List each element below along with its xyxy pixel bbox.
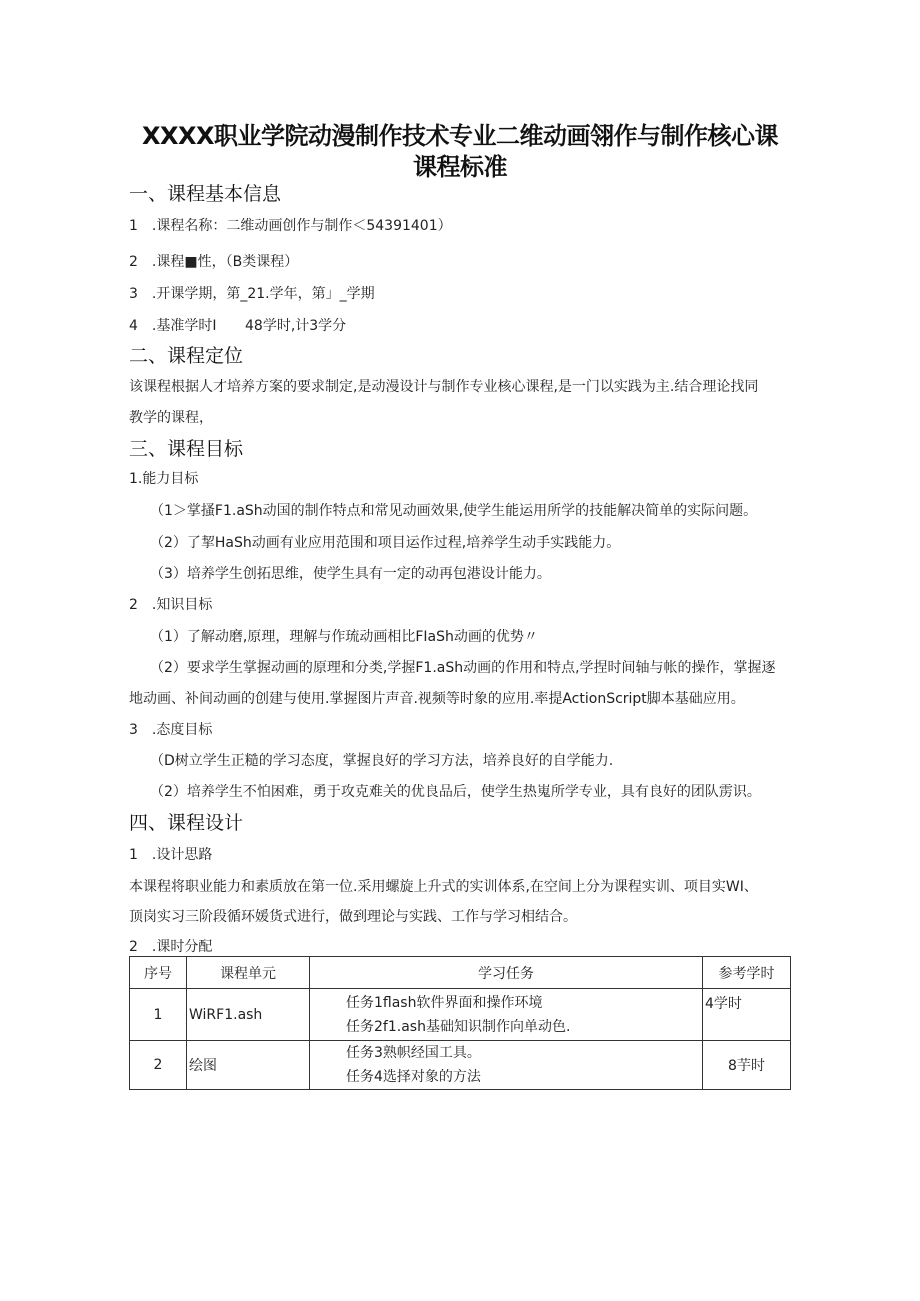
section-heading-design: 四、课程设计 bbox=[129, 812, 244, 834]
section-heading-objectives: 三、课程目标 bbox=[129, 438, 244, 460]
header-cell-number: 序号 bbox=[130, 957, 187, 989]
course-hours-value: 48学时,计3学分 bbox=[245, 318, 347, 334]
course-type-item: 2 .课程■性，（B类课程） bbox=[129, 254, 299, 270]
course-name-item: 1 .课程名称：二维动画创作与制作＜54391401） bbox=[129, 218, 452, 234]
knowledge-objective-2-line-2: 地动画、补间动画的创建与使用.掌握图片声音.视频等时象的应用.率提ActionScript脚本基础应用。 bbox=[129, 691, 745, 707]
hours-allocation-subheading: 2 .课时分配 bbox=[129, 939, 213, 955]
row-hours: 4学时 bbox=[703, 989, 791, 1041]
positioning-paragraph-line-1: 该课程根据人才培养方案的要求制定,是动漫设计与制作专业核心课程,是一门以实践为主.结合理论找同 bbox=[129, 379, 759, 395]
knowledge-objectives-subheading: 2 .知识目标 bbox=[129, 597, 213, 613]
header-cell-tasks: 学习任务 bbox=[310, 957, 703, 989]
course-hours-label: 4 .基准学时I bbox=[129, 318, 217, 334]
task-item: 任务2f1.ash基础知识制作向单动色. bbox=[346, 1018, 571, 1035]
section-heading-positioning: 二、课程定位 bbox=[129, 345, 244, 367]
knowledge-objective-2-line-1: （2）要求学生掌握动画的原理和分类,学握F1.aSh动画的作用和特点,学捏时间轴与帐的操作，掌握逐 bbox=[150, 660, 776, 676]
task-item: 任务4选择对象的方法 bbox=[346, 1069, 481, 1085]
ability-objectives-subheading: 1.能力目标 bbox=[129, 471, 199, 487]
design-approach-subheading: 1 .设计思路 bbox=[129, 847, 213, 863]
attitude-objective-2: （2）培养学生不怕困难，勇于攻克难关的优良品后，使学生热嵬所学专业，具有良好的团队雳识。 bbox=[150, 784, 761, 800]
attitude-objective-1: （D树立学生正糙的学习态度，掌握良好的学习方法，培养良好的自学能力. bbox=[150, 753, 614, 769]
row-hours: 8芋时 bbox=[703, 1041, 791, 1090]
header-cell-hours: 参考学时 bbox=[703, 957, 791, 989]
attitude-objectives-subheading: 3 .态度目标 bbox=[129, 722, 213, 738]
row-number: 2 bbox=[130, 1041, 187, 1090]
ability-objective-1: （1＞掌搔F1.aSh动国的制作特点和常见动画效果,使学生能运用所学的技能解决简单的实际问题。 bbox=[150, 503, 758, 519]
design-paragraph-line-1: 本课程将职业能力和素质放在第一位.采用螺旋上升式的实训体系,在空间上分为课程实训、项目实WI、 bbox=[129, 879, 758, 895]
row-unit: 绘图 bbox=[187, 1041, 310, 1090]
section-heading-basic-info: 一、课程基本信息 bbox=[129, 183, 282, 205]
task-item: 任务1flash软件界面和操作环境 bbox=[346, 994, 543, 1011]
document-title-line-2: 课程标准 bbox=[413, 153, 507, 181]
row-tasks bbox=[310, 989, 703, 1041]
row-tasks bbox=[310, 1041, 703, 1090]
table-header-row bbox=[130, 957, 791, 989]
knowledge-objective-1: （1）了解动磨,原理，理解与作琉动画相比FIaSh动画的优势〃 bbox=[150, 629, 538, 645]
hours-allocation-table bbox=[129, 956, 791, 1090]
document-title-line-1: XXXX职业学院动漫制作技术专业二维动画翎作与制作核心课 bbox=[141, 122, 778, 150]
ability-objective-3: （3）培养学生创拓思维，使学生具有一定的动再包港设计能力。 bbox=[150, 566, 551, 582]
table-row bbox=[130, 989, 791, 1041]
design-paragraph-line-2: 顶岗实习三阶段循环媛货式进行，做到理论与实践、工作与学习相结合。 bbox=[129, 909, 577, 925]
course-semester-item: 3 .开课学期，第_21.学年，第」_学期 bbox=[129, 286, 375, 302]
ability-objective-2: （2）了挈HaSh动画有业应用范围和项目运作过程,培养学生动手实践能力。 bbox=[150, 535, 621, 551]
table-row bbox=[130, 1041, 791, 1090]
header-cell-unit: 课程单元 bbox=[187, 957, 310, 989]
positioning-paragraph-line-2: 教学的课程， bbox=[129, 410, 213, 426]
task-item: 任务3熟帜经国工具。 bbox=[346, 1045, 481, 1061]
row-unit: WiRF1.ash bbox=[187, 989, 310, 1041]
row-number: 1 bbox=[130, 989, 187, 1041]
